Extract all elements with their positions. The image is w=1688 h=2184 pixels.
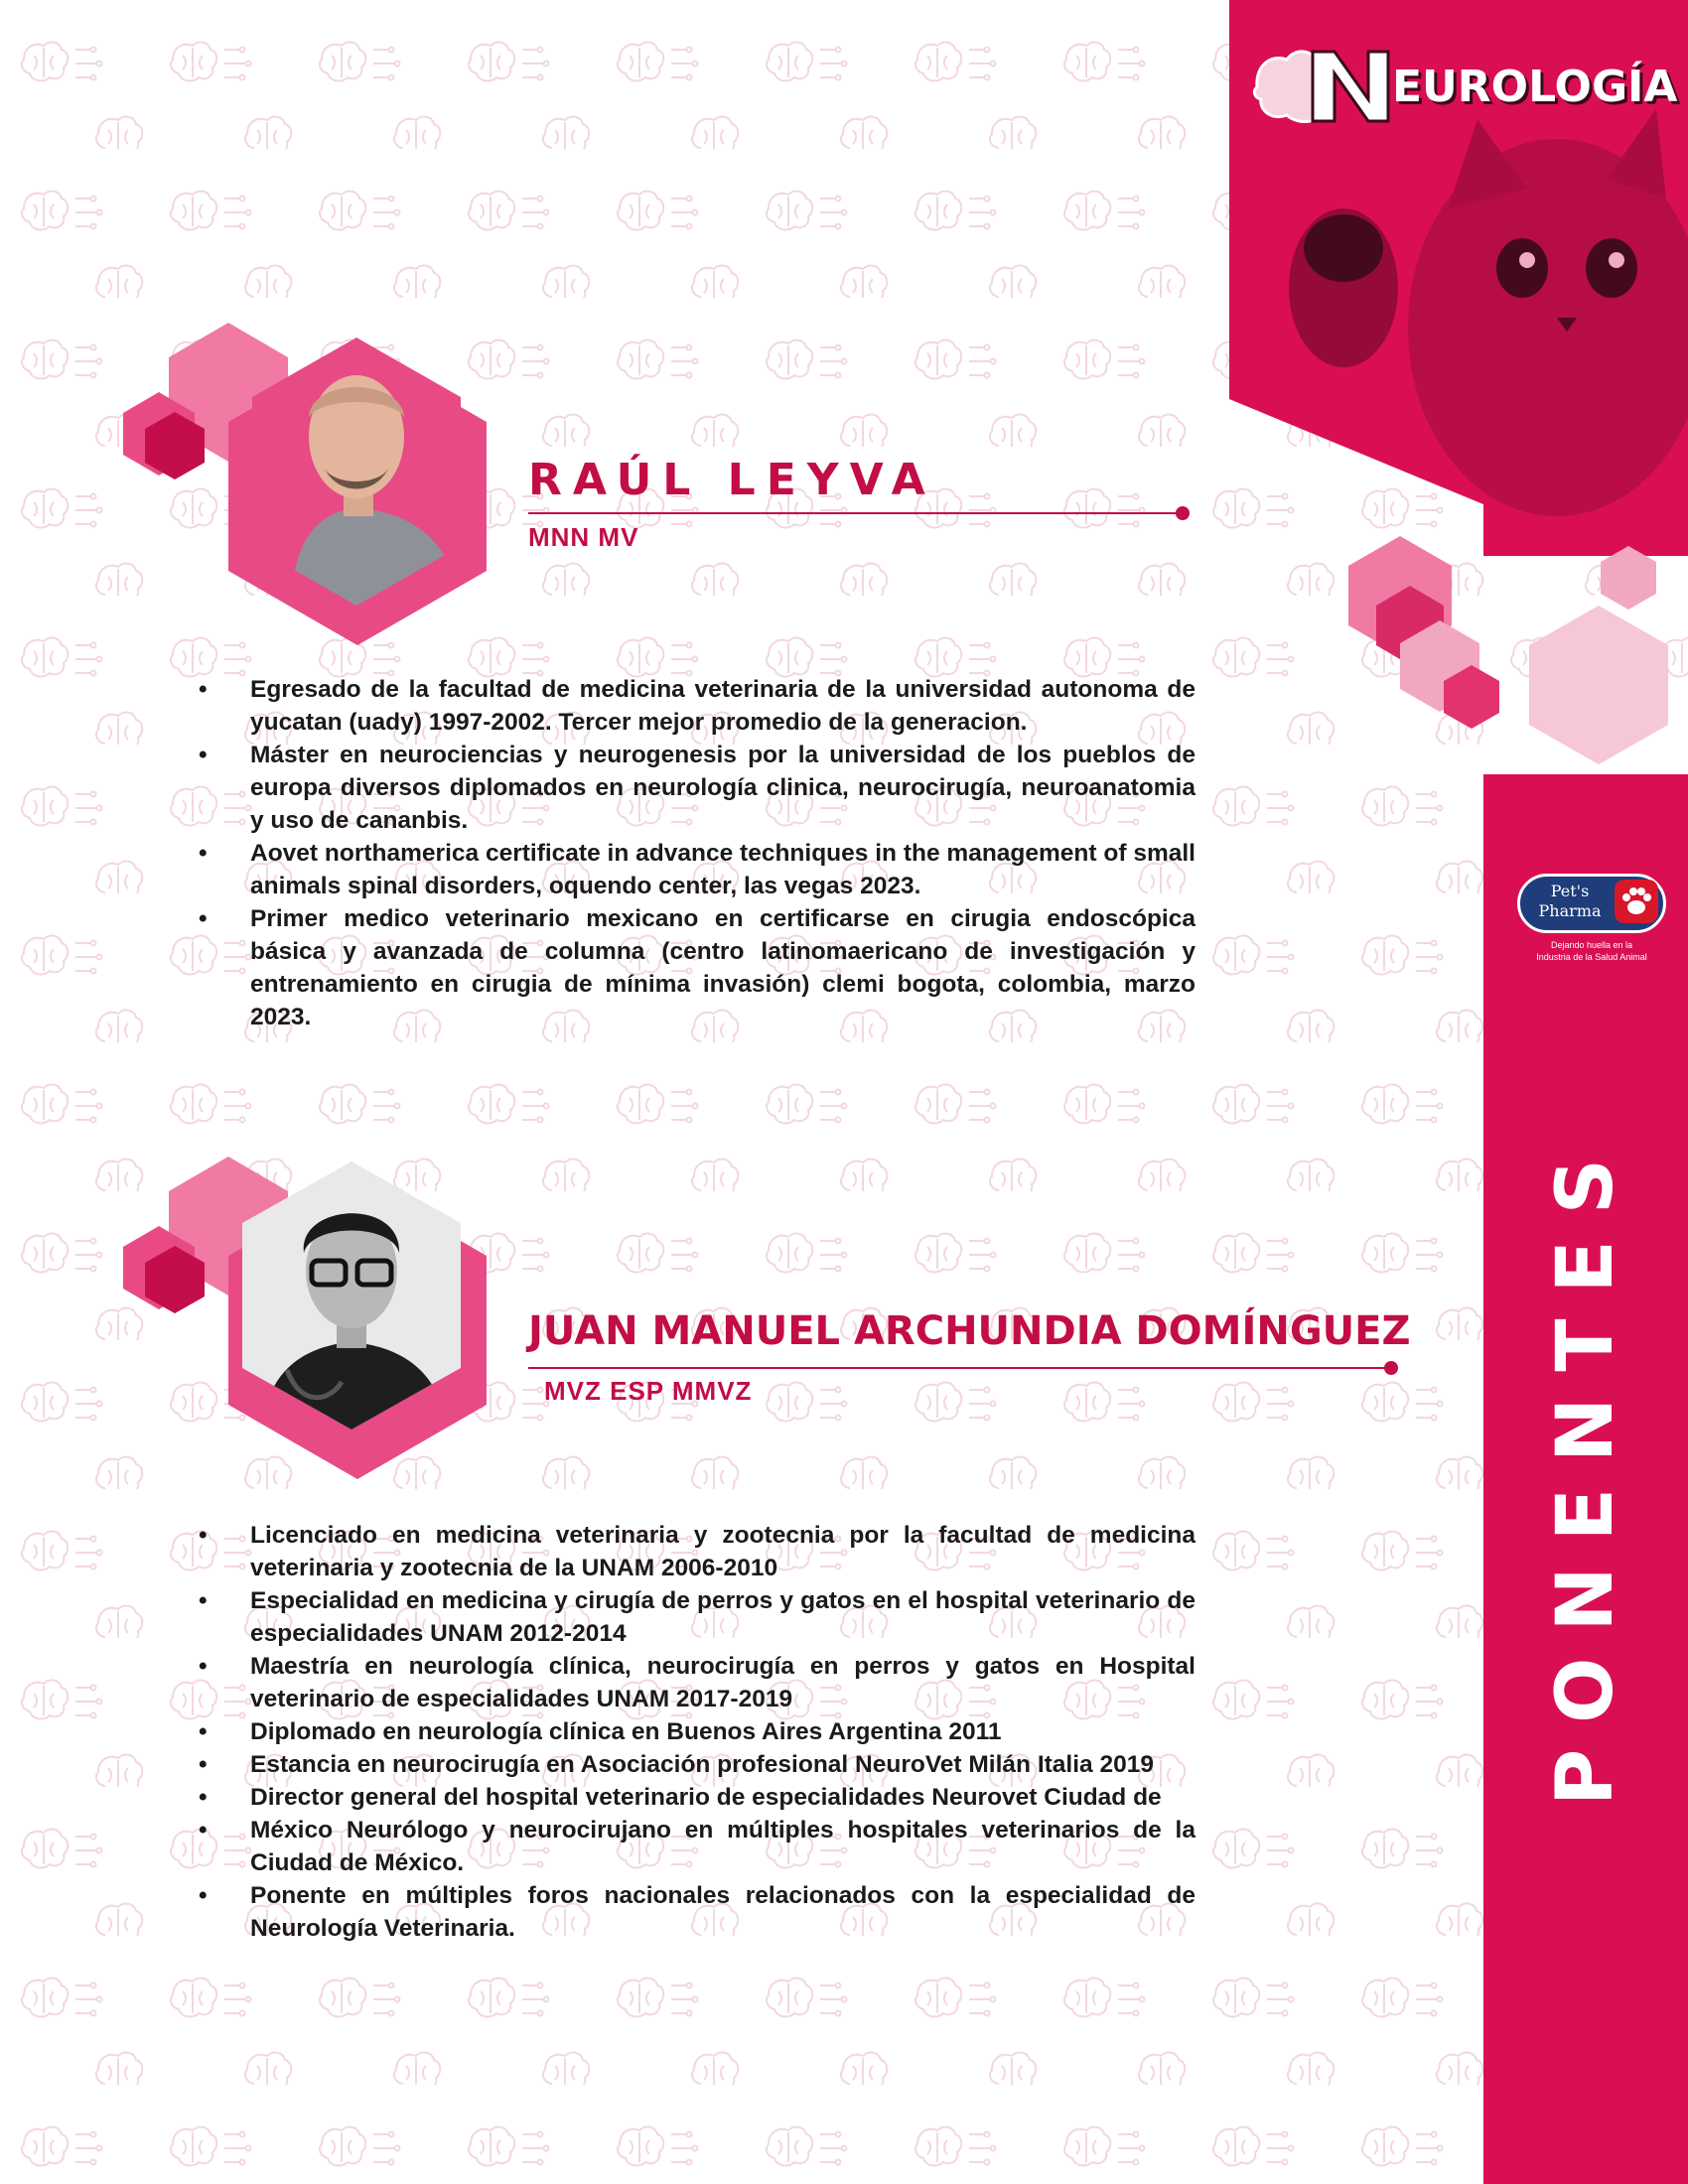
bio-item: • Director general del hospital veterinario de especialidades Neurovet Ciudad de	[199, 1781, 1196, 1814]
bio-item: • Maestría en neurología clínica, neurocirugía en perros y gatos en Hospital veterinario de especialidades UNAM 2017-2019	[199, 1650, 1196, 1715]
logo-text	[1527, 882, 1613, 921]
speaker-1-bio	[199, 673, 1196, 1033]
bio-item: • Máster en neurociencias y neurogenesis por la universidad de los pueblos de europa diversos diplomados en neurología clinica, neurocirugía, neuroanatomia y uso de cananbis.	[199, 739, 1196, 837]
logo-tagline-1: Dejando huella en la	[1550, 940, 1633, 950]
pets-pharma-logo	[1517, 874, 1666, 973]
speaker-2-photo	[242, 1161, 461, 1430]
bio-item: • Egresado de la facultad de medicina veterinaria de la universidad autonoma de yucatan (uady) 1997-2002. Tercer mejor promedio de la generacion.	[199, 673, 1196, 739]
side-label: PONENTES	[1541, 1133, 1631, 1806]
bio-item: • Primer medico veterinario mexicano en certificarse en cirugia endoscópica básica y avanzada de columna (centro latinomaericano de investigación y entrenamiento en cirugia de mínima invasión) clemi bogota, colombia, marzo 2023.	[199, 902, 1196, 1033]
logo-line2: Pharma	[1538, 901, 1602, 920]
speaker-2-rule	[528, 1367, 1390, 1369]
logo-line1: Pet's	[1550, 882, 1590, 900]
bio-item: • Diplomado en neurología clínica en Buenos Aires Argentina 2011	[199, 1715, 1196, 1748]
speaker-1-photo	[252, 338, 461, 606]
speaker-1-credentials: MNN MV	[528, 522, 639, 552]
paw-icon	[1615, 880, 1658, 923]
side-label-container	[1483, 1133, 1688, 1806]
bio-item: • Especialidad en medicina y cirugía de perros y gatos en el hospital veterinario de especialidades UNAM 2012-2014	[199, 1584, 1196, 1650]
bio-item: • Aovet northamerica certificate in advance techniques in the management of small animals spinal disorders, oquendo center, las vegas 2023.	[199, 837, 1196, 902]
bio-item: • Ponente en múltiples foros nacionales relacionados con la especialidad de Neurología Veterinaria.	[199, 1879, 1196, 1945]
speaker-1-rule	[528, 512, 1182, 514]
speaker-2-rule-dot	[1384, 1361, 1398, 1375]
bio-item: • Estancia en neurocirugía en Asociación profesional NeuroVet Milán Italia 2019	[199, 1748, 1196, 1781]
brand-title	[1247, 40, 1684, 129]
logo-tagline-2: Industria de la Salud Animal	[1536, 952, 1647, 962]
logo-tagline	[1517, 939, 1666, 963]
speaker-1-rule-dot	[1176, 506, 1190, 520]
header-title-rest: EUROLOGÍA	[1392, 62, 1678, 112]
bio-item: • Licenciado en medicina veterinaria y zootecnia por la facultad de medicina veterinaria y zootecnia de la UNAM 2006-2010	[199, 1519, 1196, 1584]
bio-item: • México Neurólogo y neurocirujano en múltiples hospitales veterinarios de la Ciudad de México.	[199, 1814, 1196, 1879]
speaker-2-bio	[199, 1519, 1196, 1945]
decorative-hexagons-right	[1340, 526, 1688, 784]
speaker-2-name: JUAN MANUEL ARCHUNDIA DOMÍNGUEZ	[528, 1308, 1411, 1354]
speaker-1-name: RAÚL LEYVA	[528, 455, 936, 505]
speaker-2-credentials: MVZ ESP MMVZ	[544, 1376, 753, 1406]
